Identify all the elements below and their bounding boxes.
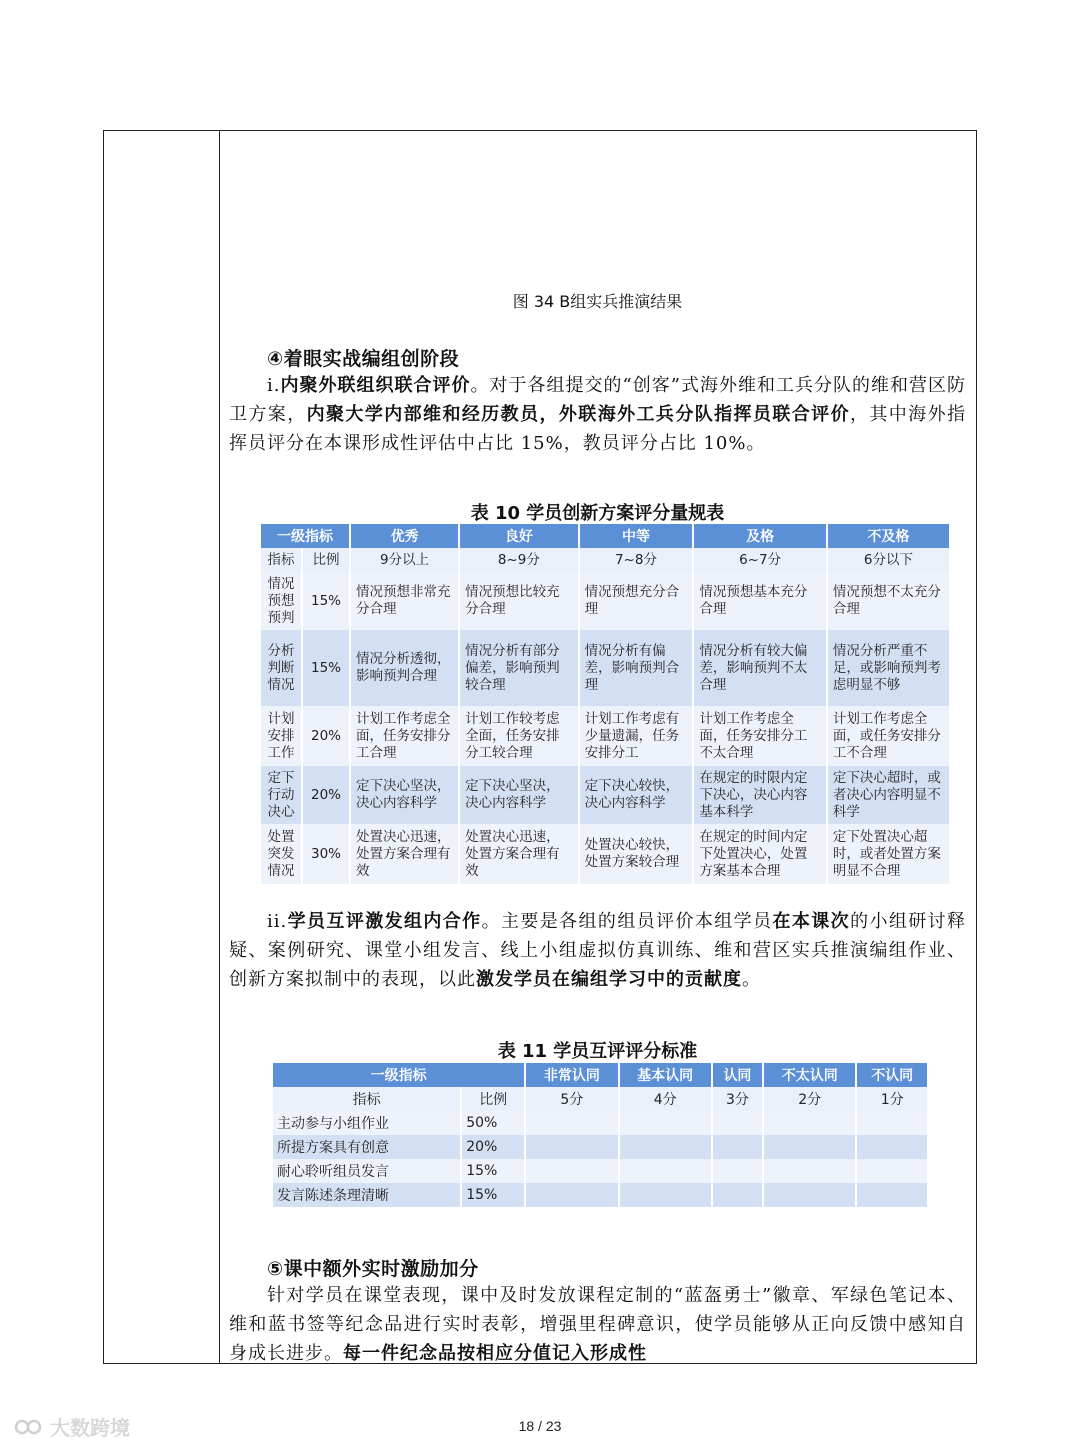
table10-cell: 计划工作考虑全面，任务安排分工不太合理 bbox=[693, 706, 826, 766]
empty-cell bbox=[712, 1183, 763, 1207]
para1-bold1: 内聚外联组织联合评价 bbox=[280, 375, 471, 396]
table10-cell: 定下决心较快，决心内容科学 bbox=[579, 766, 694, 824]
table10-header-cell: 中等 bbox=[579, 524, 694, 548]
empty-cell bbox=[619, 1111, 712, 1135]
table11-indicator: 耐心聆听组员发言 bbox=[273, 1159, 461, 1183]
watermark-text: 大数跨境 bbox=[50, 1416, 130, 1440]
para2-bold1: 学员互评激发组内合作 bbox=[287, 911, 482, 932]
table10-subheader-cell: 9分以上 bbox=[350, 548, 459, 572]
table10-subheader-cell: 7~8分 bbox=[579, 548, 694, 572]
table10-subheader-cell: 8~9分 bbox=[459, 548, 578, 572]
table10-cell: 处置决心较快，处置方案较合理 bbox=[579, 824, 694, 884]
table10-cell: 情况预想不太充分合理 bbox=[827, 572, 950, 630]
table11-subheader-cell: 2分 bbox=[763, 1087, 856, 1111]
table10-cell: 情况分析透彻，影响预判合理 bbox=[350, 630, 459, 706]
table11-header-cell: 不认同 bbox=[856, 1063, 928, 1087]
empty-cell bbox=[525, 1135, 618, 1159]
empty-cell bbox=[712, 1159, 763, 1183]
empty-cell bbox=[856, 1183, 928, 1207]
empty-cell bbox=[525, 1111, 618, 1135]
para2-bold2: 在本课次 bbox=[772, 911, 851, 932]
table10-cell: 情况预想充分合理 bbox=[579, 572, 694, 630]
table10-cell: 定下处置决心超时，或者处置方案明显不合理 bbox=[827, 824, 950, 884]
section5-bold: 每一件纪念品按相应分值记入形成性 bbox=[343, 1343, 647, 1364]
table11-ratio: 15% bbox=[461, 1159, 525, 1183]
para1-text2: ，其中海外指挥员评分在本课形成性评估中占比 15%，教员评分占比 10%。 bbox=[229, 404, 967, 454]
table10-cell: 情况分析有偏差，影响预判合理 bbox=[579, 630, 694, 706]
table10-header-cell: 及格 bbox=[693, 524, 826, 548]
empty-cell bbox=[525, 1183, 618, 1207]
table-row bbox=[261, 630, 950, 706]
table-row bbox=[273, 1183, 928, 1207]
table10-ratio: 15% bbox=[302, 630, 350, 706]
section5-paragraph bbox=[229, 1281, 966, 1368]
table10-indicator: 分析判断情况 bbox=[261, 630, 302, 706]
table10-cell: 情况预想比较充分合理 bbox=[459, 572, 578, 630]
para2-text3: 。 bbox=[742, 969, 761, 990]
table11-subheader-cell: 3分 bbox=[712, 1087, 763, 1111]
para2-text1: 。主要是各组的组员评价本组学员 bbox=[481, 911, 773, 932]
table11 bbox=[273, 1063, 929, 1207]
content-cell bbox=[229, 131, 966, 1363]
table11-subheader-cell: 指标 bbox=[273, 1087, 461, 1111]
empty-cell bbox=[619, 1135, 712, 1159]
table-row bbox=[273, 1159, 928, 1183]
page-number: 18 / 23 bbox=[518, 1418, 562, 1434]
table11-header-cell: 不太认同 bbox=[763, 1063, 856, 1087]
table10-indicator: 计划安排工作 bbox=[261, 706, 302, 766]
table11-subheader-cell: 5分 bbox=[525, 1087, 618, 1111]
table11-indicator: 主动参与小组作业 bbox=[273, 1111, 461, 1135]
table10-subheader-cell: 比例 bbox=[302, 548, 350, 572]
table10-cell: 定下决心坚决，决心内容科学 bbox=[459, 766, 578, 824]
table10-header-cell: 良好 bbox=[459, 524, 578, 548]
table10-ratio: 30% bbox=[302, 824, 350, 884]
section4-paragraph bbox=[229, 371, 966, 458]
table11-header-cell: 基本认同 bbox=[619, 1063, 712, 1087]
table-row bbox=[261, 824, 950, 884]
empty-cell bbox=[856, 1135, 928, 1159]
peer-review-paragraph bbox=[229, 907, 966, 994]
table11-header-cell: 一级指标 bbox=[273, 1063, 525, 1087]
table11-header-cell: 认同 bbox=[712, 1063, 763, 1087]
table10-header-cell: 一级指标 bbox=[261, 524, 350, 548]
table10-header-row bbox=[261, 524, 950, 548]
empty-cell bbox=[763, 1135, 856, 1159]
table10-ratio: 20% bbox=[302, 706, 350, 766]
table-row bbox=[261, 706, 950, 766]
page-frame bbox=[103, 130, 977, 1364]
table11-indicator: 发言陈述条理清晰 bbox=[273, 1183, 461, 1207]
frame-divider bbox=[219, 131, 220, 1363]
table10-ratio: 20% bbox=[302, 766, 350, 824]
table10-cell: 情况预想基本充分合理 bbox=[693, 572, 826, 630]
empty-cell bbox=[619, 1159, 712, 1183]
table11-header-row bbox=[273, 1063, 928, 1087]
para2-text2: 的小组研讨释疑、案例研究、课堂小组发言、线上小组虚拟仿真训练、维和营区实兵推演编组作业、创新方案拟制中的表现，以此 bbox=[229, 911, 967, 990]
table10-cell: 定下决心坚决，决心内容科学 bbox=[350, 766, 459, 824]
table11-header-cell: 非常认同 bbox=[525, 1063, 618, 1087]
table10-header-cell: 不及格 bbox=[827, 524, 950, 548]
table-row bbox=[261, 766, 950, 824]
table11-ratio: 50% bbox=[461, 1111, 525, 1135]
para1-bold2: 内聚大学内部维和经历教员，外联海外工兵分队指挥员联合评价 bbox=[306, 404, 850, 425]
section4-heading: ④着眼实战编组创阶段 bbox=[267, 348, 460, 370]
table10-cell: 情况预想非常充分合理 bbox=[350, 572, 459, 630]
table10-indicator: 定下行动决心 bbox=[261, 766, 302, 824]
para2-bold3: 激发学员在编组学习中的贡献度 bbox=[476, 969, 742, 990]
empty-cell bbox=[619, 1183, 712, 1207]
table10-subheader-cell: 指标 bbox=[261, 548, 302, 572]
table10-cell: 计划工作较考虑全面，任务安排分工较合理 bbox=[459, 706, 578, 766]
table-row bbox=[273, 1111, 928, 1135]
table10-subheader-cell: 6~7分 bbox=[693, 548, 826, 572]
table10-cell: 情况分析严重不足，或影响预判考虑明显不够 bbox=[827, 630, 950, 706]
para2-prefix: ii. bbox=[267, 911, 288, 932]
table10-cell: 定下决心超时，或者决心内容明显不科学 bbox=[827, 766, 950, 824]
empty-cell bbox=[856, 1159, 928, 1183]
section5-text: 针对学员在课堂表现，课中及时发放课程定制的“蓝盔勇士”徽章、军绿色笔记本、维和蓝书签等纪念品进行实时表彰，增强里程碑意识，使学员能够从正向反馈中感知自身成长进步。 bbox=[229, 1285, 966, 1364]
table10-indicator: 处置突发情况 bbox=[261, 824, 302, 884]
table10-indicator: 情况预想预判 bbox=[261, 572, 302, 630]
table10-subheader-cell: 6分以下 bbox=[827, 548, 950, 572]
table10-cell: 计划工作考虑全面，任务安排分工合理 bbox=[350, 706, 459, 766]
table11-ratio: 20% bbox=[461, 1135, 525, 1159]
table10-cell: 处置决心迅速，处置方案合理有效 bbox=[459, 824, 578, 884]
table10-header-cell: 优秀 bbox=[350, 524, 459, 548]
table11-ratio: 15% bbox=[461, 1183, 525, 1207]
table11-indicator: 所提方案具有创意 bbox=[273, 1135, 461, 1159]
table10 bbox=[261, 524, 951, 884]
table10-cell: 在规定的时限内定下决心，决心内容基本科学 bbox=[693, 766, 826, 824]
table10-cell: 情况分析有较大偏差，影响预判不太合理 bbox=[693, 630, 826, 706]
table10-cell: 计划工作考虑全面，或任务安排分工不合理 bbox=[827, 706, 950, 766]
para1-text1: 。对于各组提交的“创客”式海外维和工兵分队的维和营区防卫方案， bbox=[229, 375, 967, 425]
table10-title: 表 10 学员创新方案评分量规表 bbox=[470, 503, 725, 524]
table-row bbox=[261, 572, 950, 630]
empty-cell bbox=[525, 1159, 618, 1183]
empty-cell bbox=[763, 1183, 856, 1207]
empty-cell bbox=[712, 1135, 763, 1159]
table10-cell: 处置决心迅速，处置方案合理有效 bbox=[350, 824, 459, 884]
table11-title: 表 11 学员互评评分标准 bbox=[497, 1041, 698, 1062]
table10-cell: 计划工作考虑有少量遗漏，任务安排分工 bbox=[579, 706, 694, 766]
section5-heading: ⑤课中额外实时激励加分 bbox=[267, 1258, 479, 1280]
empty-cell bbox=[856, 1111, 928, 1135]
table10-subheader-row bbox=[261, 548, 950, 572]
figure-caption: 图 34 B组实兵推演结果 bbox=[512, 292, 683, 311]
table11-subheader-row bbox=[273, 1087, 928, 1111]
empty-cell bbox=[712, 1111, 763, 1135]
table11-subheader-cell: 1分 bbox=[856, 1087, 928, 1111]
table10-cell: 情况分析有部分偏差，影响预判较合理 bbox=[459, 630, 578, 706]
table-row bbox=[273, 1135, 928, 1159]
table11-subheader-cell: 比例 bbox=[461, 1087, 525, 1111]
empty-cell bbox=[763, 1111, 856, 1135]
para1-prefix: i. bbox=[267, 375, 281, 396]
table10-cell: 在规定的时间内定下处置决心，处置方案基本合理 bbox=[693, 824, 826, 884]
table10-ratio: 15% bbox=[302, 572, 350, 630]
table11-subheader-cell: 4分 bbox=[619, 1087, 712, 1111]
empty-cell bbox=[763, 1159, 856, 1183]
